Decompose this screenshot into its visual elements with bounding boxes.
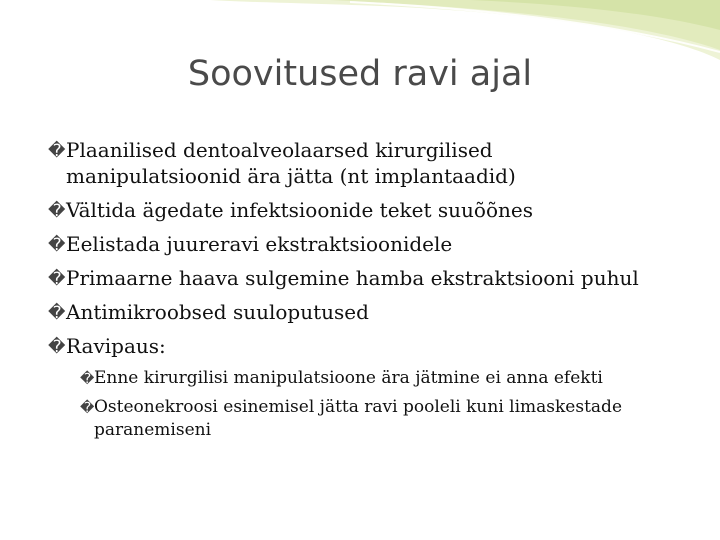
- sub-bullet-text: Enne kirurgilisi manipulatsioone ära jätmine ei anna efekti: [94, 368, 603, 388]
- bullet-marker-icon: �: [48, 303, 66, 323]
- bullet-text: Ravipaus:: [66, 334, 166, 358]
- bullet-marker-icon: �: [48, 235, 66, 255]
- bullet-list: [48, 137, 708, 448]
- sub-bullet-text: Osteonekroosi esinemisel jätta ravi pooleli kuni limaskestade: [94, 397, 623, 417]
- bullet-marker-icon: �: [48, 337, 66, 357]
- bullet-marker-icon: �: [48, 201, 66, 221]
- bullet-text: Primaarne haava sulgemine hamba ekstraktsiooni puhul: [66, 266, 639, 290]
- slide-title: Soovitused ravi ajal: [187, 54, 533, 94]
- bullet-item: [48, 265, 708, 291]
- sub-bullet-list: [48, 367, 708, 442]
- sub-bullet-item: [48, 367, 708, 390]
- bullet-marker-icon: �: [48, 269, 66, 289]
- bullet-marker-icon: �: [48, 141, 66, 161]
- bullet-item: [48, 137, 708, 189]
- bullet-item: [48, 231, 708, 257]
- bullet-text-continued: manipulatsioonid ära jätta (nt implantaadid): [66, 164, 516, 188]
- sub-bullet-item: [48, 396, 708, 442]
- bullet-text: Antimikroobsed suuloputused: [66, 300, 369, 324]
- bullet-text: Eelistada juureravi ekstraktsioonidele: [66, 232, 453, 256]
- sub-bullet-marker-icon: �: [80, 371, 95, 387]
- bullet-item: [48, 197, 708, 223]
- bullet-item: [48, 333, 708, 359]
- bullet-item: [48, 299, 708, 325]
- bullet-text: Vältida ägedate infektsioonide teket suuõõnes: [66, 198, 533, 222]
- sub-bullet-text-continued: paranemiseni: [94, 420, 212, 440]
- sub-bullet-marker-icon: �: [80, 400, 95, 416]
- bullet-text: Plaanilised dentoalveolaarsed kirurgilised: [66, 138, 493, 162]
